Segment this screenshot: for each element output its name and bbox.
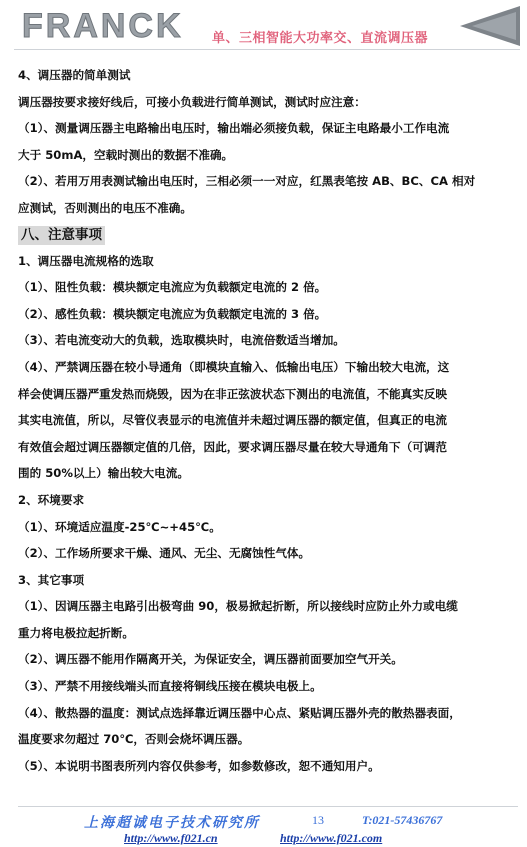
document-body	[18, 62, 516, 779]
body-line: （4）、散热器的温度：测试点选择靠近调压器中心点、紧贴调压器外壳的散热器表面，	[18, 705, 461, 720]
page-number: 13	[312, 813, 324, 827]
body-line: 3、其它事项	[18, 572, 85, 587]
body-line: （2）、调压器不能用作隔离开关，为保证安全，调压器前面要加空气开关。	[18, 652, 403, 667]
body-line: 4、调压器的简单测试	[18, 68, 131, 82]
footer-institute: 上海超诚电子技术研究所	[84, 815, 260, 831]
body-line: 2、环境要求	[18, 492, 85, 507]
header-tagline: 单、三相智能大功率交、直流调压器	[212, 31, 429, 46]
brand-logo: FRANCK	[22, 7, 184, 45]
body-line: （2）、感性负载：模块额定电流应为负载额定电流的 3 倍。	[18, 306, 327, 321]
body-line: 大于 50mA，空载时测出的数据不准确。	[18, 147, 234, 162]
body-line: （1）、因调压器主电路引出极弯曲 90，极易掀起折断，所以接线时应防止外力或电缆	[18, 599, 458, 614]
body-line: （5）、本说明书图表所列内容仅供参考，如参数修改，恕不通知用户。	[18, 758, 380, 773]
body-line: 样会使调压器严重发热而烧毁，因为在非正弦波状态下测出的电流值，不能真实反映	[18, 386, 447, 401]
header-divider	[14, 49, 520, 50]
back-arrow-icon[interactable]	[452, 4, 522, 48]
body-line: 重力将电极拉起折断。	[18, 625, 134, 640]
body-line: 有效值会超过调压器额定值的几倍，因此，要求调压器尽量在较大导通角下（可调范	[18, 439, 447, 454]
body-line: （4）、严禁调压器在较小导通角（即模块直输入、低输出电压）下输出较大电流，这	[18, 359, 450, 374]
body-line: 温度要求勿超过 70℃，否则会烧坏调压器。	[18, 732, 250, 747]
body-line: 调压器按要求接好线后，可接小负载进行简单测试，测试时应注意：	[18, 94, 366, 109]
footer-telephone: T:021-57436767	[362, 813, 443, 827]
body-line: （1）、环境适应温度-25℃~+45℃。	[18, 519, 221, 534]
body-line: 其实电流值，所以，尽管仪表显示的电流值并未超过调压器的额定值，但真正的电流	[18, 413, 447, 428]
body-line: （2）、工作场所要求干燥、通风、无尘、无腐蚀性气体。	[18, 546, 311, 561]
body-line: （3）、严禁不用接线端头而直接将铜线压接在模块电极上。	[18, 679, 322, 694]
section-heading: 八、注意事项	[18, 226, 105, 245]
page-footer	[0, 806, 527, 847]
body-line: （2）、若用万用表测试输出电压时，三相必须一一对应，红黑表笔按 AB、BC、CA 相对	[18, 174, 476, 189]
body-line: 应测试，否则测出的电压不准确。	[18, 200, 192, 215]
page-header	[0, 0, 527, 52]
body-line: 1、调压器电流规格的选取	[18, 253, 154, 268]
footer-link-cn[interactable]: http://www.f021.cn	[124, 831, 218, 845]
body-line: 围的 50%以上）输出较大电流。	[18, 466, 189, 481]
footer-divider	[18, 806, 518, 807]
body-line: （3）、若电流变动大的负载，选取模块时，电流倍数适当增加。	[18, 333, 345, 348]
body-line: （1）、测量调压器主电路输出电压时，输出端必须接负载，保证主电路最小工作电流	[18, 121, 450, 136]
footer-link-com[interactable]: http://www.f021.com	[280, 831, 383, 845]
body-line: （1）、阻性负载：模块额定电流应为负载额定电流的 2 倍。	[18, 280, 327, 295]
